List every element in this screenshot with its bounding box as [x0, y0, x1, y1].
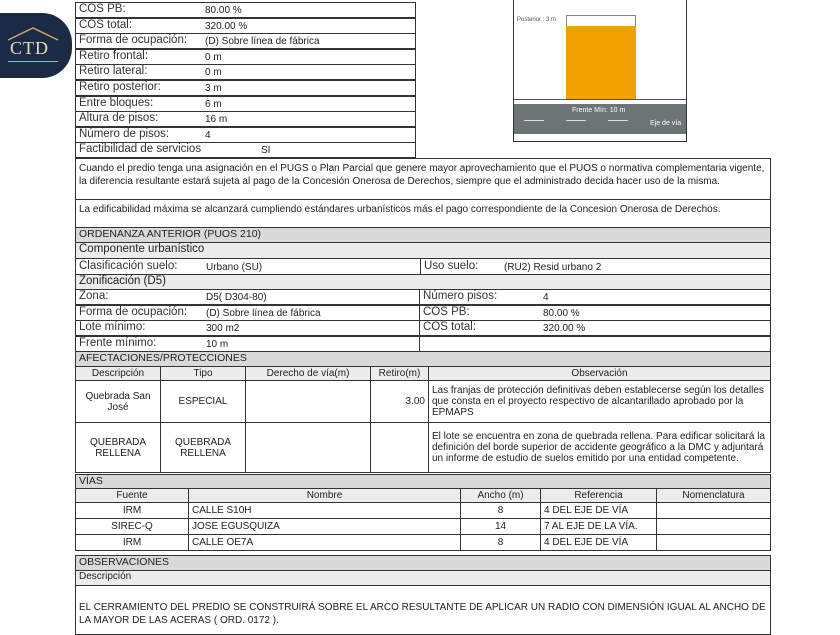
clasificacion-value: Urbano (SU)	[206, 262, 263, 273]
table-row	[76, 503, 771, 519]
param-label: Retiro lateral:	[79, 65, 148, 78]
table-row	[76, 423, 771, 473]
building-footprint	[566, 26, 636, 99]
table-row	[76, 535, 771, 551]
param-value: (D) Sobre línea de fábrica	[205, 36, 320, 48]
col-tipo: Tipo	[161, 367, 246, 381]
param-row	[75, 127, 416, 143]
clasificacion-label: Clasificación suelo:	[79, 260, 178, 272]
zon-label: Zona:	[79, 290, 109, 302]
cell: El lote se encuentra en zona de quebrada rellena. Para edificar solicitará la definición del borde superior de accidente geográfico a la DMC y adjuntará un informe de estudio de suelos emitido por una entidad competente.	[429, 423, 771, 473]
zon-label: COS total:	[423, 321, 477, 334]
note-edificabilidad: La edificabilidad máxima se alcanzará cumpliendo estándares urbanísticos más el pago correspondiente de la Concesion Onerosa de Derechos.	[75, 199, 771, 228]
param-label: Número de pisos:	[79, 127, 170, 140]
param-row	[75, 80, 416, 96]
clasificacion-row	[75, 258, 771, 275]
cell: 8	[461, 535, 541, 551]
cell: 7 AL EJE DE LA VÍA.	[541, 519, 657, 535]
col-descripcion: Descripción	[76, 367, 161, 381]
cell: 14	[461, 519, 541, 535]
param-row	[75, 142, 416, 158]
col-ancho: Ancho (m)	[461, 489, 541, 503]
param-label: Altura de pisos:	[79, 112, 159, 125]
zon-label: COS PB:	[423, 305, 470, 318]
cell	[246, 423, 371, 473]
observaciones-title: OBSERVACIONES	[75, 555, 771, 571]
cell: IRM	[76, 503, 189, 519]
zonificacion-row	[75, 305, 420, 321]
note-concesion: Cuando el predio tenga una asignación en el PUGS o Plan Parcial que genere mayor aprovechamiento que el PUOS o normativa complementaria vigente, la diferencia resultante estará sujeta al pago de la Concesión Onerosa de Derechos, siempre que el administrado decida hacer uso de la misma.	[75, 158, 771, 200]
cell: 4 DEL EJE DE VÍA	[541, 535, 657, 551]
ctd-logo	[0, 13, 72, 78]
param-value: 3 m	[205, 83, 222, 94]
uso-label: Uso suelo:	[424, 260, 479, 272]
zon-label: Frente mínimo:	[79, 336, 157, 349]
param-value: 0 m	[205, 67, 222, 79]
frente-label: Frente Mín: 10 m	[572, 107, 626, 114]
param-value: 16 m	[205, 114, 228, 126]
observaciones-text: EL CERRAMIENTO DEL PREDIO SE CONSTRUIRÁ SOBRE EL ARCO RESULTANTE DE APLICAR UN RADIO CON DIMENSIÓN IGUAL AL ANCHO DE LA MAYOR DE LAS ACERAS ( ORD. 0172 ).	[75, 585, 771, 635]
posterior-label: Posterior : 3 m	[517, 17, 557, 23]
afectaciones-title: AFECTACIONES/PROTECCIONES	[75, 351, 771, 367]
zon-value: 10 m	[206, 338, 229, 350]
table-row	[76, 381, 771, 423]
zonificacion-row	[419, 305, 771, 321]
param-label: Entre bloques:	[79, 96, 154, 109]
cell: CALLE S10H	[189, 503, 461, 519]
road	[514, 104, 686, 134]
col-fuente: Fuente	[76, 489, 189, 503]
param-row	[75, 96, 416, 112]
param-row	[75, 64, 416, 80]
eje-label: Eje de vía	[650, 120, 682, 127]
zon-label: Lote mínimo:	[79, 321, 146, 334]
param-label: Factibilidad de servicios	[79, 143, 202, 156]
cell	[371, 423, 429, 473]
cell	[657, 535, 771, 551]
col-retiro: Retiro(m)	[371, 367, 429, 381]
col-observacion: Observación	[429, 367, 771, 381]
zon-label: Forma de ocupación:	[79, 305, 188, 318]
cell: 8	[461, 503, 541, 519]
param-label: Retiro posterior:	[79, 81, 161, 93]
uso-value: (RU2) Resid urbano 2	[504, 262, 602, 273]
param-label: Forma de ocupación:	[79, 34, 188, 47]
cell: Las franjas de protección definitivas deben establecerse según los detalles que consta en el proyecto respectivo de alcantarillado aprobado por la EPMAPS	[429, 381, 771, 423]
param-row	[75, 49, 416, 65]
param-value: 4	[205, 129, 211, 141]
col-nomenclatura: Nomenclatura	[657, 489, 771, 503]
ordenanza-title: ORDENANZA ANTERIOR (PUOS 210)	[75, 227, 771, 243]
cell	[657, 503, 771, 519]
descripcion-label: Descripción	[75, 570, 771, 586]
setback-diagram	[513, 0, 687, 142]
cell	[657, 519, 771, 535]
zonificacion-row	[419, 289, 771, 305]
zon-value: 4	[543, 292, 549, 303]
param-value: 6 m	[205, 98, 222, 110]
zon-label: Número pisos:	[423, 290, 498, 302]
param-value: 80.00 %	[205, 5, 242, 16]
afectaciones-table	[75, 366, 771, 473]
cell: JOSE EGUSQUIZA	[189, 519, 461, 535]
logo-text: CTD	[10, 38, 49, 58]
param-value: 0 m	[205, 51, 222, 63]
cell: Quebrada San José	[76, 381, 161, 423]
cell: 4 DEL EJE DE VÍA	[541, 503, 657, 519]
zonificacion-row	[75, 289, 420, 305]
vias-table	[75, 488, 771, 551]
param-row	[75, 33, 416, 49]
zon-value: 80.00 %	[543, 307, 580, 319]
cell: 3.00	[371, 381, 429, 423]
cell: QUEBRADA RELLENA	[76, 423, 161, 473]
zon-value: 320.00 %	[543, 323, 586, 335]
col-derecho: Derecho de vía(m)	[246, 367, 371, 381]
cell	[246, 381, 371, 423]
vias-title: VÍAS	[75, 474, 771, 489]
param-value: 320.00 %	[205, 20, 248, 32]
col-referencia: Referencia	[541, 489, 657, 503]
cell: ESPECIAL	[161, 381, 246, 423]
zon-value: D5( D304-80)	[206, 292, 267, 303]
param-row	[75, 2, 416, 18]
param-value: SI	[261, 145, 271, 157]
zonificacion-row	[419, 320, 771, 336]
cell: SIREC-Q	[76, 519, 189, 535]
col-nombre: Nombre	[189, 489, 461, 503]
zonificacion-title: Zonificación (D5)	[75, 274, 771, 290]
zon-value: (D) Sobre línea de fábrica	[206, 307, 321, 319]
cell: IRM	[76, 535, 189, 551]
zonificacion-row	[75, 320, 420, 336]
param-label: COS PB:	[79, 3, 126, 15]
cell: CALLE OE7A	[189, 535, 461, 551]
param-label: COS total:	[79, 18, 133, 31]
zon-value: 300 m2	[206, 323, 240, 335]
param-label: Retiro frontal:	[79, 49, 149, 62]
zonificacion-row	[75, 336, 420, 352]
cell: QUEBRADA RELLENA	[161, 423, 246, 473]
componente-title: Componente urbanístico	[75, 242, 771, 259]
table-row	[76, 519, 771, 535]
param-row	[75, 18, 416, 34]
param-row	[75, 111, 416, 127]
